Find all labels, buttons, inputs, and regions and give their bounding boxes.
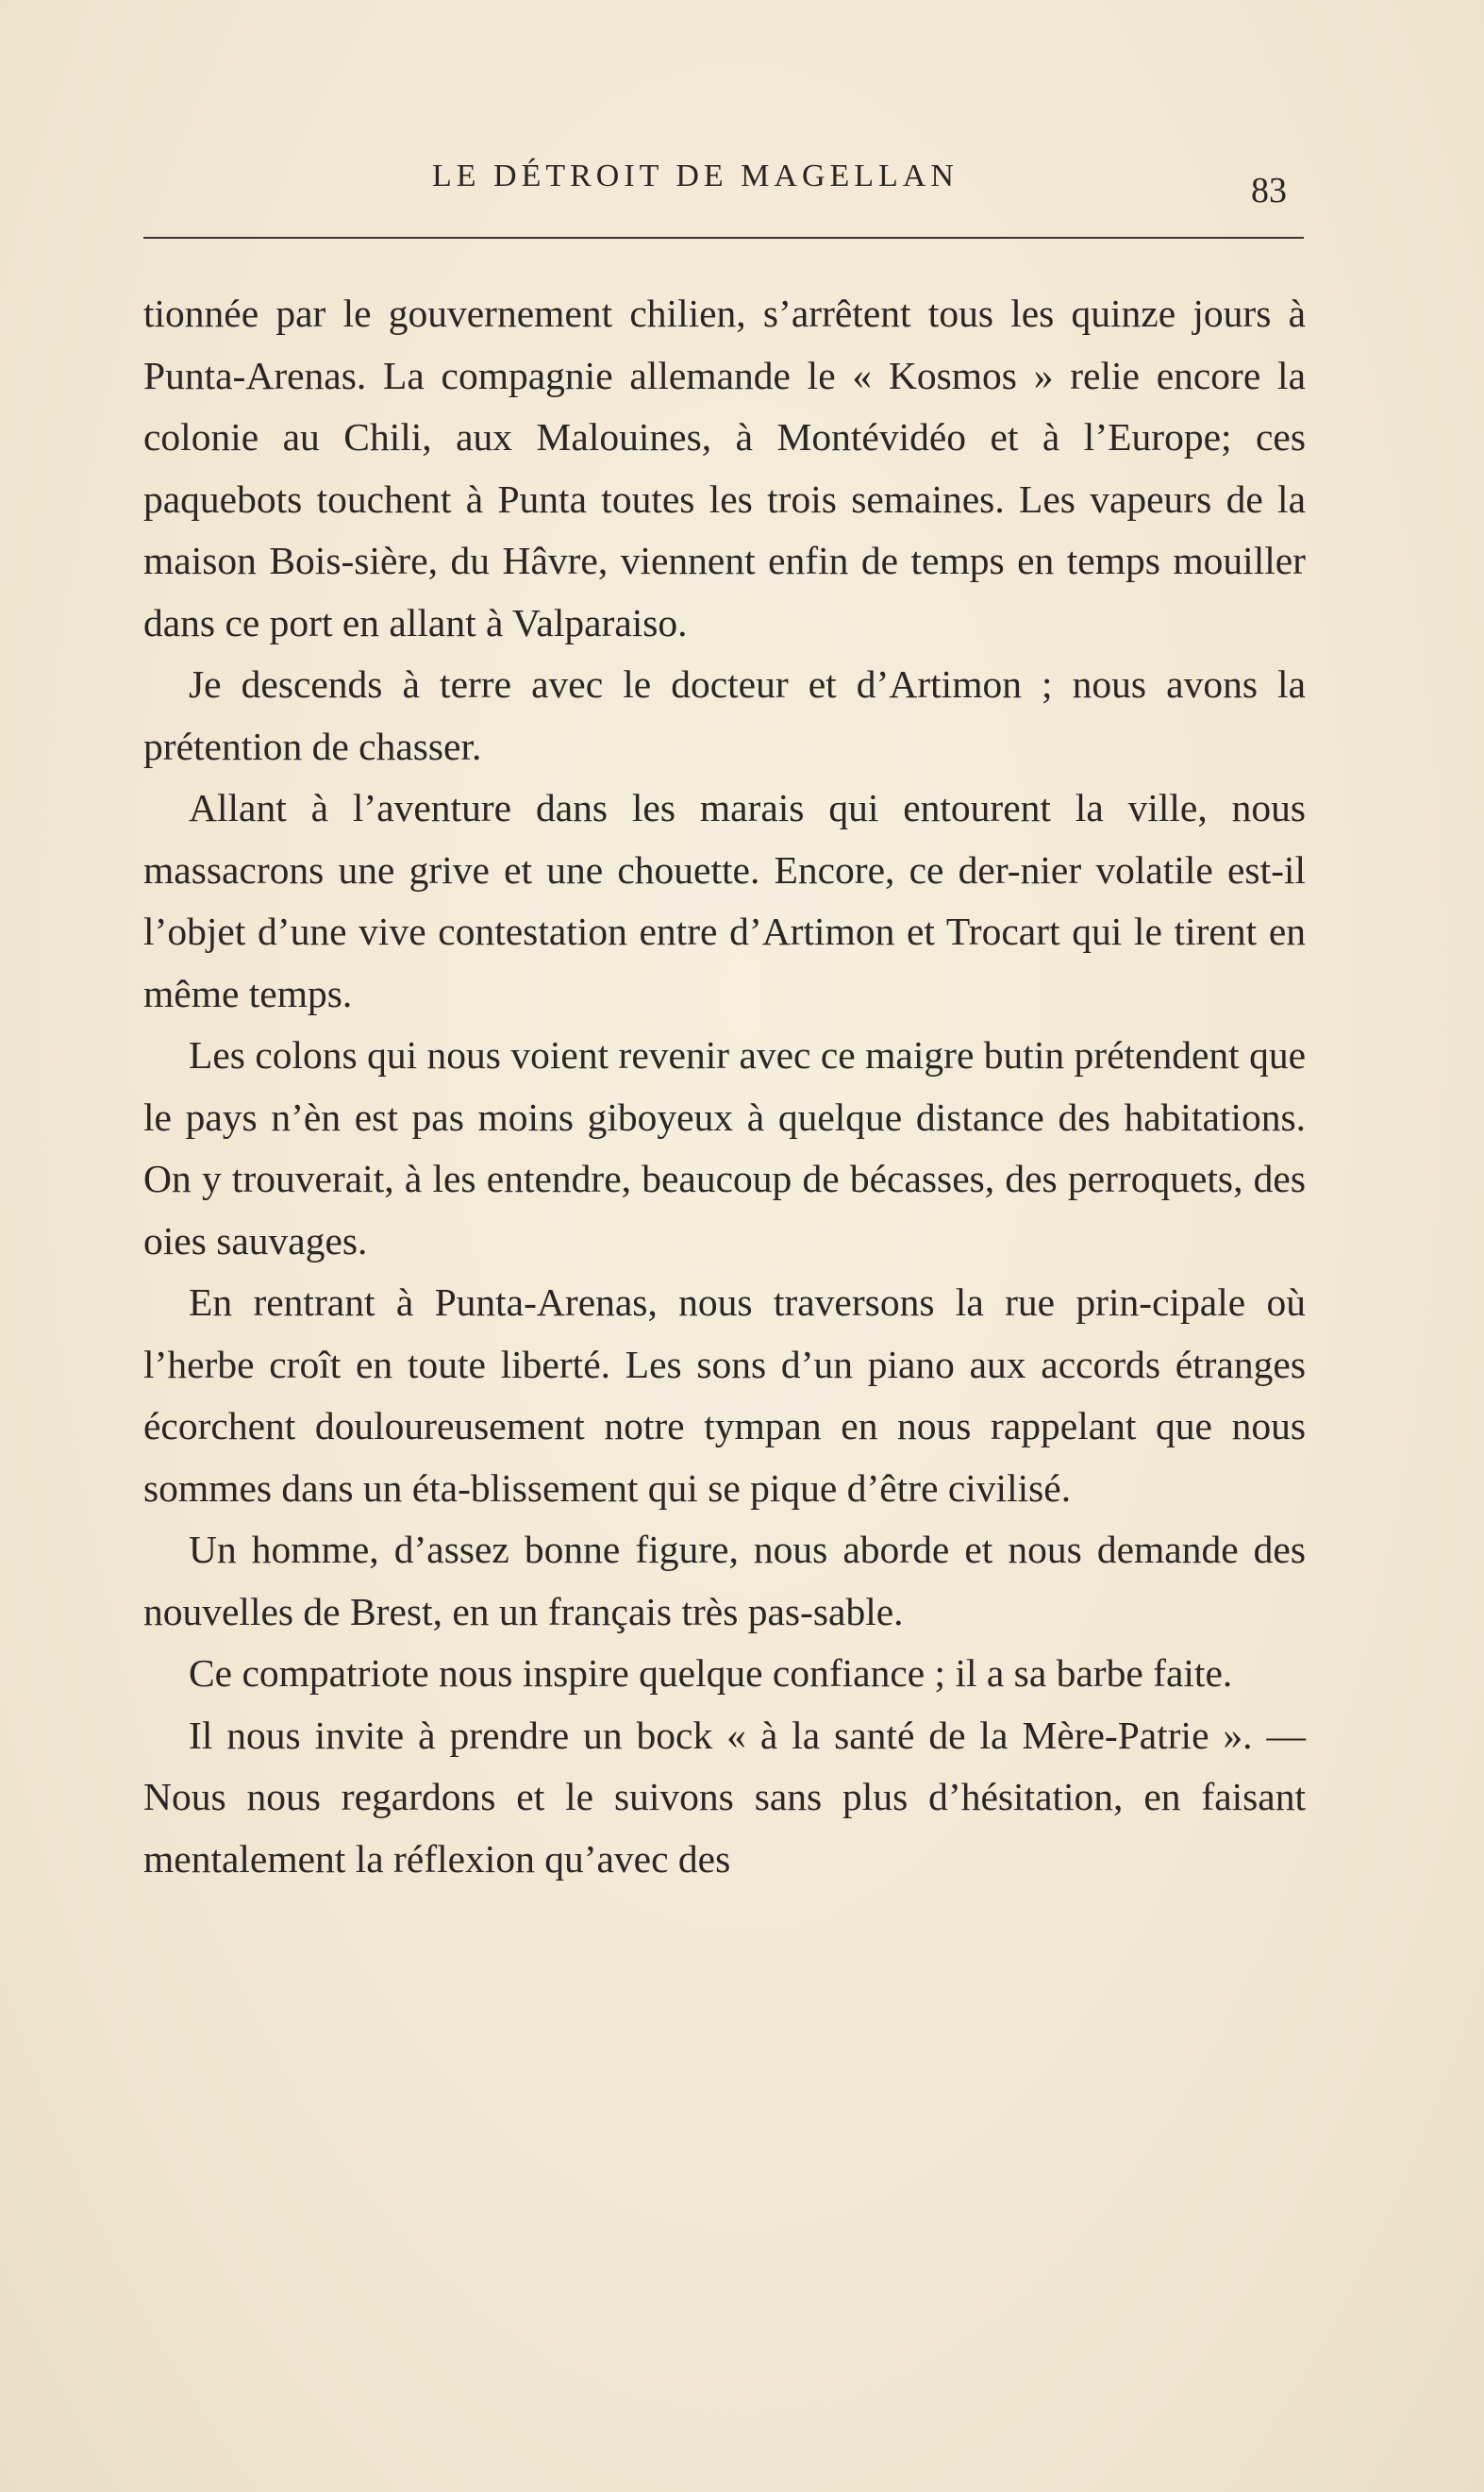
paragraph: Je descends à terre avec le docteur et d’Artimon ; nous avons la prétention de chasser.	[143, 662, 1306, 768]
paragraph-continued: tionnée par le gouvernement chilien, s’arrêtent tous les quinze jours à Punta-Arenas. La compagnie allemande le « Kosmos » relie encore la colonie au Chili, aux Malouines, à Montévidéo et à l’Europe; ces paquebots touchent à Punta toutes les trois semaines. Les vapeurs de la maison Bois-sière, du Hâvre, viennent enfin de temps en temps mouiller dans ce port en allant à Valparaiso.	[143, 292, 1306, 644]
paragraph: Ce compatriote nous inspire quelque confiance ; il a sa barbe faite.	[189, 1651, 1233, 1695]
paragraph: Un homme, d’assez bonne figure, nous aborde et nous demande des nouvelles de Brest, en un français très pas-sable.	[143, 1528, 1306, 1633]
page-number: 83	[1251, 171, 1287, 210]
body-text	[143, 283, 1306, 1890]
running-head	[0, 159, 1484, 215]
running-title: LE DÉTROIT DE MAGELLAN	[432, 159, 959, 193]
header-rule	[143, 237, 1304, 239]
paragraph: Il nous invite à prendre un bock « à la santé de la Mère-Patrie ». — Nous nous regardons et le suivons sans plus d’hésitation, en faisant mentalement la réflexion qu’avec des	[143, 1713, 1306, 1881]
paragraph: Allant à l’aventure dans les marais qui entourent la ville, nous massacrons une grive et une chouette. Encore, ce der-nier volatile est-il l’objet d’une vive contestation entre d’Artimon et Trocart qui le tirent en même temps.	[143, 786, 1306, 1015]
paragraph: Les colons qui nous voient revenir avec ce maigre butin prétendent que le pays n’èn est pas moins giboyeux à quelque distance des habitations. On y trouverait, à les entendre, beaucoup de bécasses, des perroquets, des oies sauvages.	[143, 1033, 1306, 1263]
paragraph: En rentrant à Punta-Arenas, nous traversons la rue prin-cipale où l’herbe croît en toute liberté. Les sons d’un piano aux accords étranges écorchent douloureusement notre tympan en nous rappelant que nous sommes dans un éta-blissement qui se pique d’être civilisé.	[143, 1280, 1306, 1510]
